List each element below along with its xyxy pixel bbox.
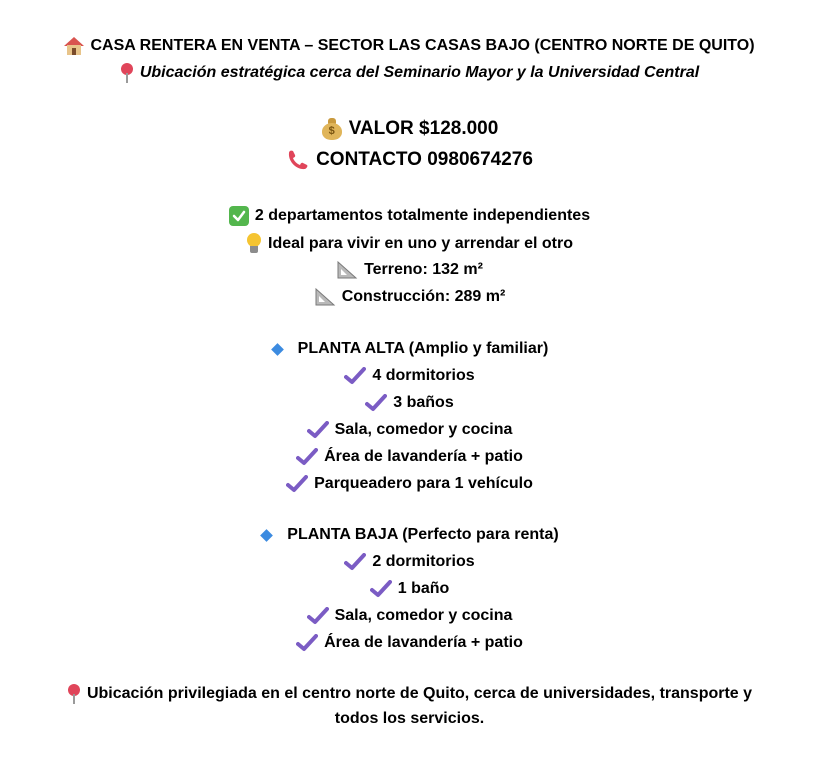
- feature-item: [0, 260, 819, 280]
- list-item-text: Área de lavandería + patio: [324, 448, 523, 465]
- triangle-ruler-icon: [336, 260, 358, 280]
- contact-line: [0, 148, 819, 172]
- list-item: [0, 366, 819, 386]
- feature-text: Construcción: 289 m²: [341, 288, 506, 305]
- check-box-icon: [229, 206, 249, 226]
- list-item-text: 3 baños: [393, 394, 454, 411]
- check-mark-icon: [307, 607, 329, 625]
- house-icon: [64, 37, 84, 55]
- feature-item: [0, 206, 819, 226]
- list-item-text: 2 dormitorios: [372, 553, 475, 570]
- feature-text: Ideal para vivir en uno y arrendar el otro: [268, 235, 573, 252]
- blue-diamond-icon: [260, 529, 273, 542]
- check-mark-icon: [365, 394, 387, 412]
- feature-text: 2 departamentos totalmente independientes: [254, 207, 591, 224]
- list-item: [0, 447, 819, 467]
- money-bag-icon: $: [321, 118, 343, 140]
- blue-diamond-icon: [271, 343, 284, 356]
- light-bulb-icon: [246, 233, 262, 255]
- pin-icon: [67, 684, 81, 704]
- feature-item: [0, 287, 819, 307]
- list-item-text: Sala, comedor y cocina: [334, 421, 513, 438]
- contact-text: CONTACTO 0980674276: [316, 149, 533, 170]
- list-item-text: Parqueadero para 1 vehículo: [314, 475, 533, 492]
- listing-title-text: CASA RENTERA EN VENTA – SECTOR LAS CASAS BAJO (CENTRO NORTE DE QUITO): [90, 37, 755, 54]
- check-mark-icon: [370, 580, 392, 598]
- listing-subtitle: [0, 63, 819, 83]
- phone-icon: [286, 149, 310, 171]
- price-text: VALOR $128.000: [348, 118, 499, 139]
- list-item-text: Área de lavandería + patio: [324, 634, 523, 651]
- check-mark-icon: [296, 448, 318, 466]
- check-mark-icon: [344, 367, 366, 385]
- check-mark-icon: [307, 421, 329, 439]
- list-item: [0, 552, 819, 572]
- list-item: [0, 606, 819, 626]
- check-mark-icon: [286, 475, 308, 493]
- lower-floor-heading: [0, 525, 819, 545]
- upper-floor-heading: [0, 339, 819, 359]
- check-mark-icon: [344, 553, 366, 571]
- list-item: [0, 420, 819, 440]
- footer-line: [0, 684, 819, 704]
- footer-text-line2: todos los servicios.: [334, 710, 485, 727]
- list-item: [0, 633, 819, 653]
- list-item-text: Sala, comedor y cocina: [334, 607, 513, 624]
- footer-line: [0, 709, 819, 729]
- listing-title: [0, 36, 819, 56]
- upper-floor-heading-text: PLANTA ALTA (Amplio y familiar): [297, 340, 549, 357]
- list-item-text: 4 dormitorios: [372, 367, 475, 384]
- check-mark-icon: [296, 634, 318, 652]
- list-item-text: 1 baño: [397, 580, 450, 597]
- listing-subtitle-text: Ubicación estratégica cerca del Seminario Mayor y la Universidad Central: [139, 64, 700, 81]
- price-line: [0, 117, 819, 141]
- triangle-ruler-icon: [314, 287, 336, 307]
- feature-item: [0, 233, 819, 255]
- footer-text-line1: Ubicación privilegiada en el centro norte de Quito, cerca de universidades, transporte y: [86, 685, 753, 702]
- lower-floor-heading-text: PLANTA BAJA (Perfecto para renta): [287, 526, 559, 543]
- feature-text: Terreno: 132 m²: [364, 261, 483, 278]
- list-item: [0, 474, 819, 494]
- list-item: [0, 579, 819, 599]
- pin-icon: [120, 63, 134, 83]
- list-item: [0, 393, 819, 413]
